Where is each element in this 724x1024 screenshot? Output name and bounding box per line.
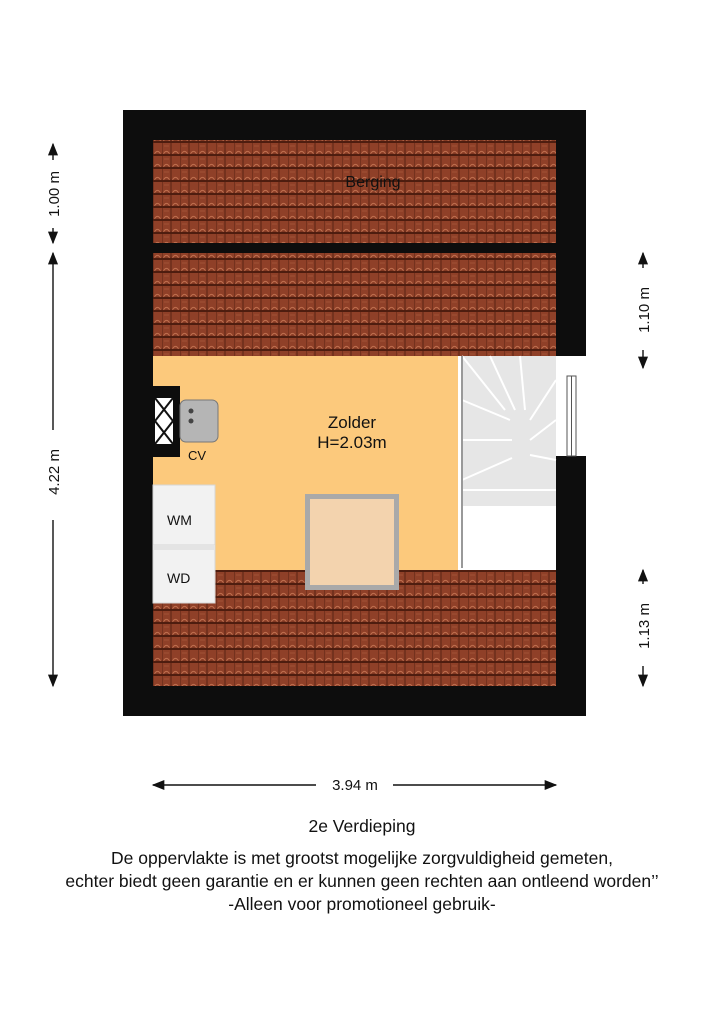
dimension-right-bottom-label: 1.13 m (636, 603, 653, 649)
window (556, 356, 586, 456)
cv-label: CV (188, 448, 207, 463)
staircase (458, 356, 556, 570)
dimension-bottom-label: 3.94 m (332, 777, 378, 794)
room-label-zolder: Zolder (327, 413, 377, 432)
wm-label: WM (167, 512, 192, 528)
dimension-right-top-label: 1.10 m (636, 287, 653, 333)
room-height-zolder: H=2.03m (317, 433, 387, 452)
dimension-left-top-label: 1.00 m (46, 171, 63, 217)
zolder-roof-top (153, 253, 556, 356)
disclaimer-line-3: -Alleen voor promotioneel gebruik- (228, 894, 496, 914)
roof-hatch (305, 494, 399, 590)
room-label-berging: Berging (345, 174, 401, 191)
disclaimer-line-1: De oppervlakte is met grootst mogelijke zorgvuldigheid gemeten, (111, 848, 613, 868)
berging-roof (153, 140, 556, 243)
wd-label: WD (167, 570, 191, 586)
dimension-left-main-label: 4.22 m (46, 449, 63, 495)
disclaimer-line-2: echter biedt geen garantie en er kunnen geen rechten aan ontleend worden’’ (65, 871, 659, 891)
floor-title: 2e Verdieping (308, 816, 416, 836)
